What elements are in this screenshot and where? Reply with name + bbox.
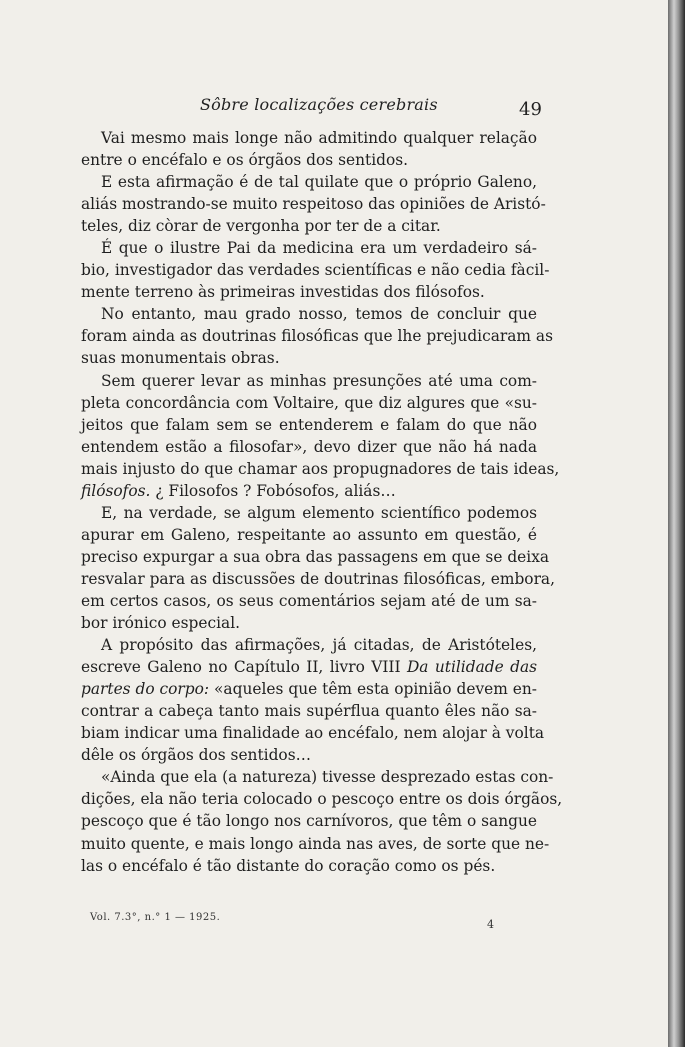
text-line: resvalar para as discussões de doutrinas filosóficas, embora,	[81, 569, 555, 588]
text-line	[81, 656, 537, 678]
text-line: pleta concordância com Voltaire, que diz algures que «su-	[81, 393, 537, 412]
text-line	[81, 480, 537, 502]
paragraph	[81, 634, 545, 766]
text-run: escreve Galeno no Capítulo II, livro VIII	[81, 658, 407, 677]
text-line: muito quente, e mais longo ainda nas aves, de sorte que ne-	[81, 834, 550, 853]
page-edge	[668, 0, 685, 1047]
paragraph	[81, 502, 555, 634]
book-title-italic: Da utilidade das	[406, 658, 538, 677]
text-line: A propósito das afirmações, já citadas, de Aristóteles,	[101, 636, 537, 655]
text-line: dições, ela não teria colocado o pescoço entre os dois órgãos,	[81, 790, 563, 809]
italic-word: filósofos.	[81, 481, 151, 500]
signature-mark: 4	[487, 918, 494, 931]
text-line: las o encéfalo é tão distante do coração como os pés.	[81, 856, 496, 875]
volume-footer: Vol. 7.3°, n.° 1 — 1925.	[90, 912, 221, 923]
text-line: apurar em Galeno, respeitante ao assunto em questão, é	[81, 525, 537, 544]
text-line: mente terreno às primeiras investidas dos filósofos.	[81, 283, 485, 302]
paragraph	[81, 127, 537, 171]
text-line: suas monumentais obras.	[81, 349, 280, 368]
text-line: bor irónico especial.	[81, 614, 241, 633]
text-line: foram ainda as doutrinas filosóficas que lhe prejudicaram as	[81, 327, 553, 346]
text-line: Vai mesmo mais longe não admitindo qualquer relação	[101, 129, 537, 147]
paragraph	[81, 766, 563, 876]
text-line: biam indicar uma finalidade ao encéfalo, nem alojar à volta	[81, 724, 545, 743]
paragraph	[81, 237, 550, 303]
text-line: em certos casos, os seus comentários sejam até de um sa-	[81, 591, 537, 610]
text-line: teles, diz còrar de vergonha por ter de a citar.	[81, 217, 441, 236]
text-line: entendem estão a filosofar», devo dizer que não há nada	[81, 437, 537, 456]
text-line: entre o encéfalo e os órgãos dos sentidos.	[81, 151, 409, 170]
text-line: jeitos que falam sem se entenderem e falam do que não	[81, 415, 537, 434]
text-line: E esta afirmação é de tal quilate que o próprio Galeno,	[101, 173, 537, 192]
page-number: 49	[519, 99, 542, 120]
text-line: mais injusto do que chamar aos propugnadores de tais ideas,	[81, 459, 560, 478]
text-line: contrar a cabeça tanto mais supérflua quanto êles não sa-	[81, 702, 537, 721]
text-run: ¿ Filosofos ? Fobósofos, aliás…	[150, 481, 396, 500]
text-line: pescoço que é tão longo nos carnívoros, que têm o sangue	[81, 812, 537, 831]
text-line: «Ainda que ela (a natureza) tivesse desprezado estas con-	[101, 768, 554, 787]
text-line: bio, investigador das verdades scientíficas e não cedia fàcil-	[81, 261, 550, 280]
text-run: «aqueles que têm esta opinião devem en-	[209, 680, 537, 699]
text-line: dêle os órgãos dos sentidos…	[81, 746, 311, 765]
running-title: Sôbre localizações cerebrais	[200, 95, 438, 114]
paragraph	[81, 370, 560, 502]
paragraph	[81, 303, 553, 369]
book-title-italic: partes do corpo:	[81, 680, 210, 699]
text-line: preciso expurgar a sua obra das passagens em que se deixa	[81, 547, 550, 566]
text-line	[81, 678, 537, 700]
text-line: aliás mostrando-se muito respeitoso das opiniões de Aristó-	[81, 195, 546, 214]
body-text	[81, 127, 563, 877]
text-line: Sem querer levar as minhas presunções até uma com-	[101, 371, 537, 390]
text-line: É que o ilustre Pai da medicina era um verdadeiro sá-	[101, 239, 537, 258]
paragraph	[81, 171, 546, 237]
text-line: No entanto, mau grado nosso, temos de concluir que	[101, 305, 537, 324]
text-line: E, na verdade, se algum elemento scientífico podemos	[101, 503, 537, 522]
